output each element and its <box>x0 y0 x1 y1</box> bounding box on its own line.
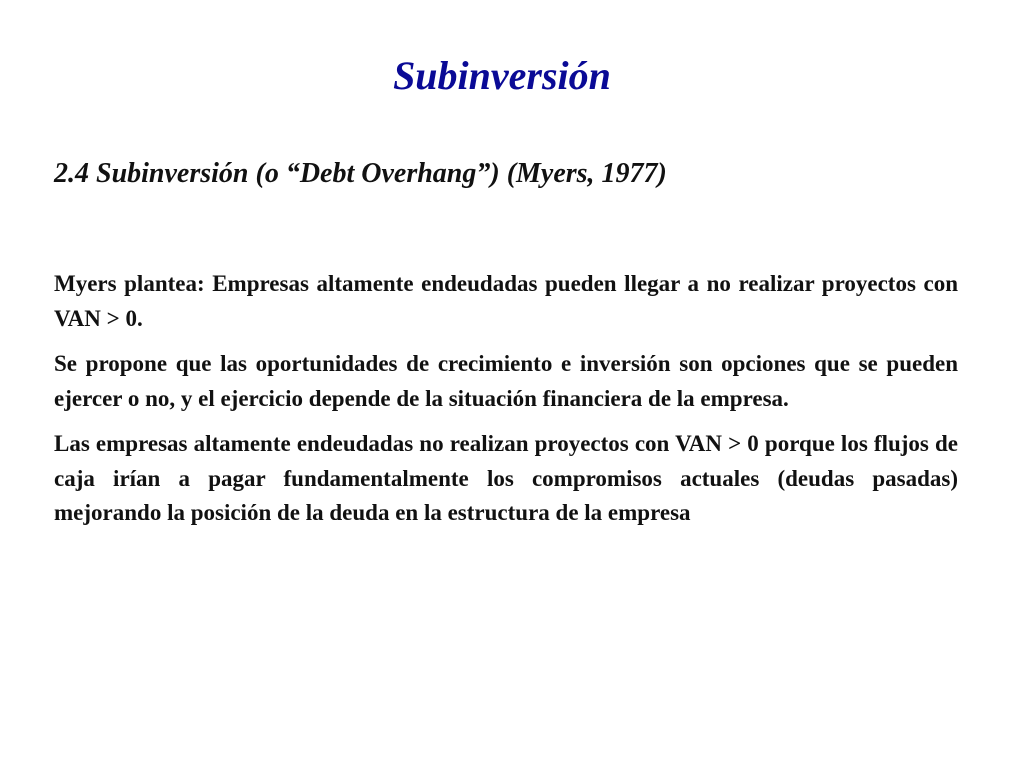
section-heading: 2.4 Subinversión (o “Debt Overhang”) (Myers, 1977) <box>54 158 667 189</box>
paragraph-myers-plantea: Myers plantea: Empresas altamente endeudadas pueden llegar a no realizar proyectos con VAN > 0. <box>54 271 958 331</box>
paragraph-oportunidades: Se propone que las oportunidades de crecimiento e inversión son opciones que se pueden ejercer o no, y el ejercicio depende de la situación financiera de la empresa. <box>54 351 958 411</box>
slide-title: Subinversión <box>393 53 611 98</box>
paragraph-empresas-endeudadas: Las empresas altamente endeudadas no realizan proyectos con VAN > 0 porque los flujos de caja irían a pagar fundamentalmente los compromisos actuales (deudas pasadas) mejorando la posición de la deuda en la estructura de la empresa <box>54 431 958 525</box>
slide-body <box>54 267 958 542</box>
